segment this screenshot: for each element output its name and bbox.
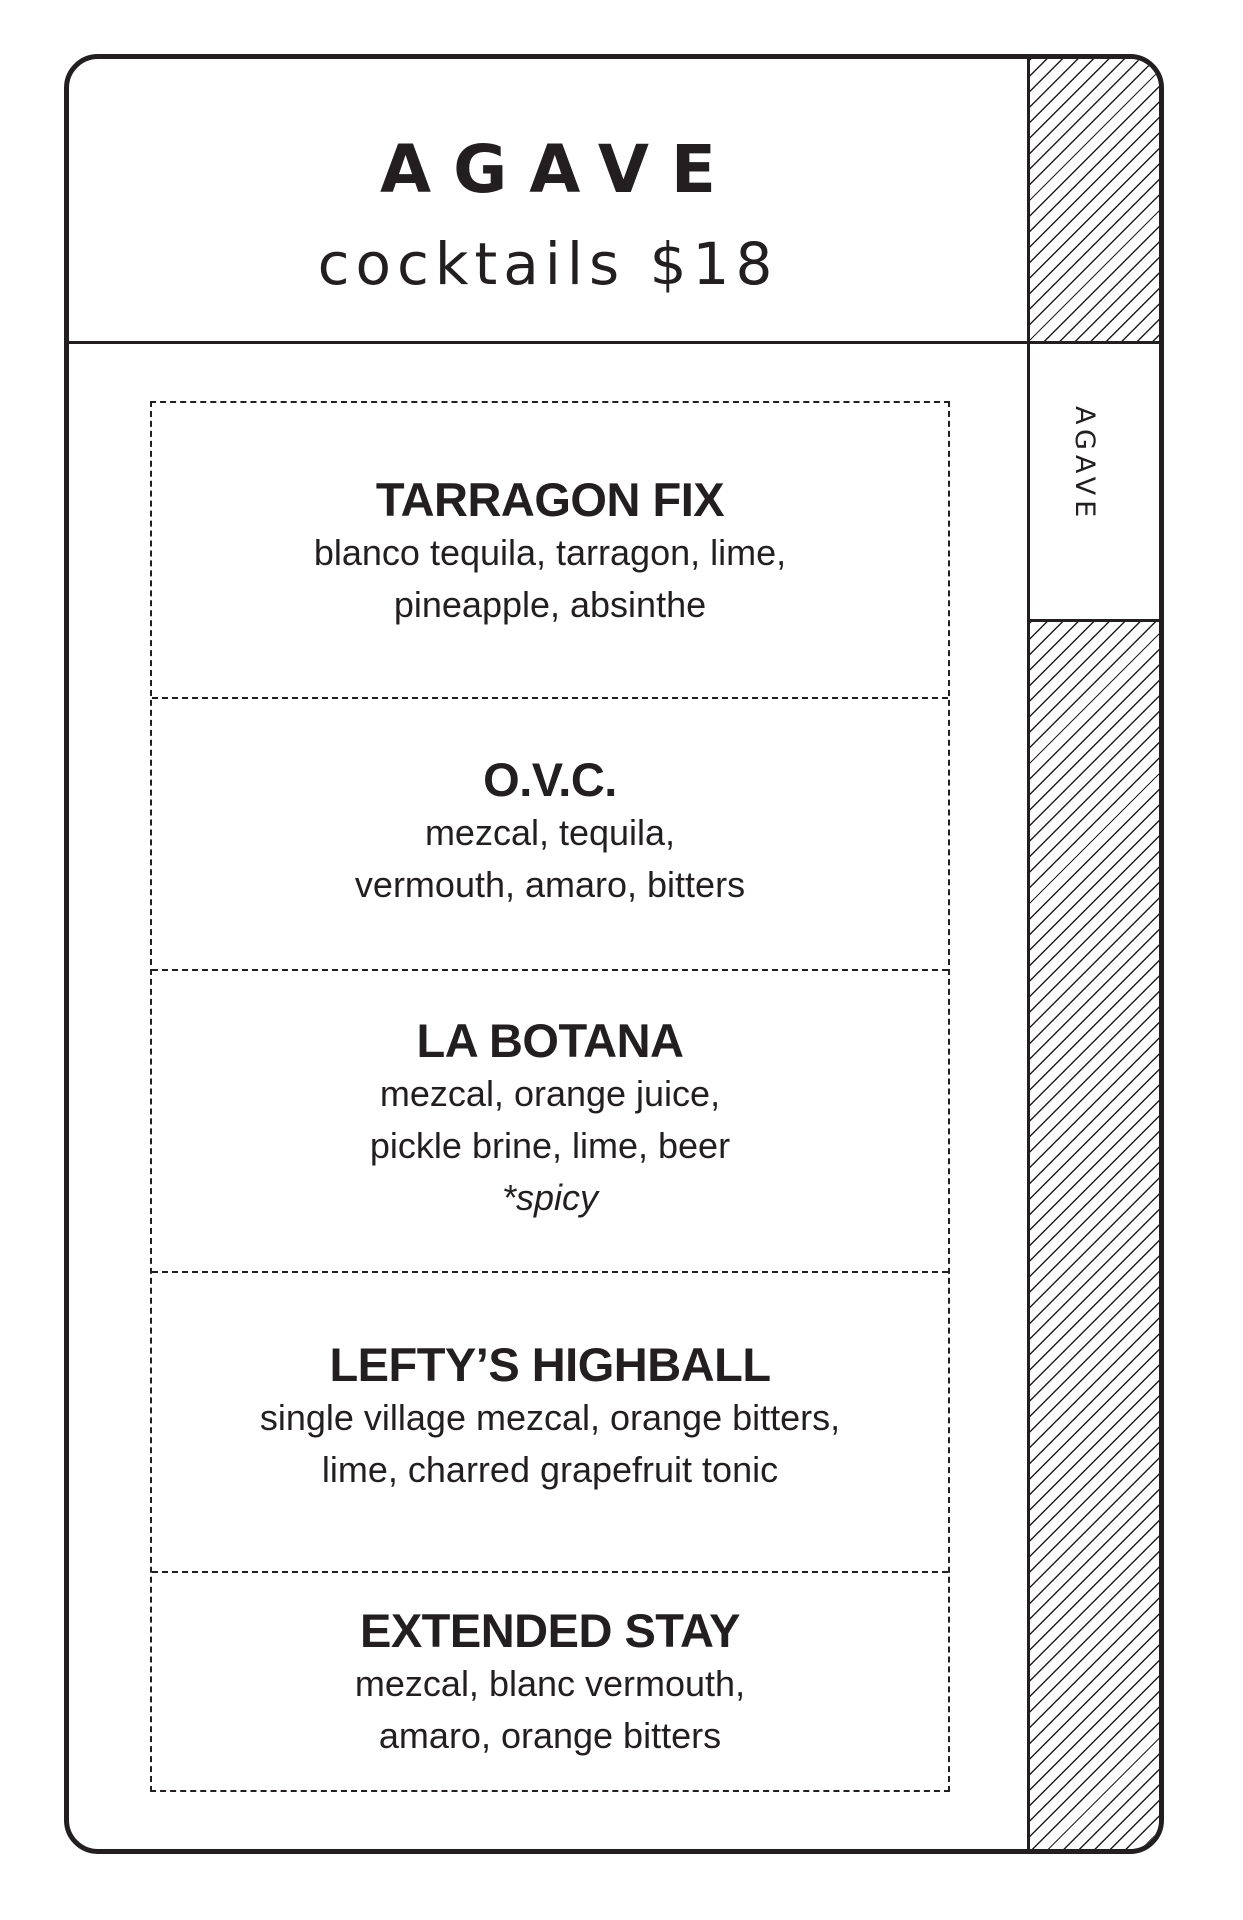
section-tab [1030, 344, 1164, 619]
cocktail-name: O.V.C. [483, 753, 617, 806]
cocktail-ingredients-line: lime, charred grapefruit tonic [321, 1449, 779, 1490]
hatched-panel-top [1030, 59, 1164, 344]
cocktail-item-la-botana [152, 969, 948, 1271]
section-tab-label: AGAVE [1069, 406, 1100, 523]
cocktail-note: *spicy [501, 1177, 599, 1218]
cocktail-ingredients-line: amaro, orange bitters [378, 1715, 722, 1756]
cocktail-name: TARRAGON FIX [375, 473, 725, 526]
section-sidebar [1027, 59, 1164, 1854]
cocktail-item-leftys-highball [152, 1271, 948, 1571]
menu-header [69, 59, 1027, 344]
hatched-panel-bottom [1030, 619, 1164, 1854]
cocktail-name: EXTENDED STAY [359, 1604, 741, 1657]
menu-card [64, 54, 1164, 1854]
cocktail-name: LA BOTANA [416, 1014, 684, 1067]
cocktail-list [150, 401, 950, 1792]
cocktail-ingredients-line: blanco tequila, tarragon, lime, [313, 532, 787, 573]
cocktail-ingredients-line: single village mezcal, orange bitters, [259, 1397, 841, 1438]
cocktail-item-tarragon-fix [152, 403, 948, 697]
cocktail-name: LEFTY’S HIGHBALL [329, 1338, 771, 1391]
cocktail-item-extended-stay [152, 1571, 948, 1792]
cocktail-ingredients-line: mezcal, orange juice, [379, 1073, 721, 1114]
cocktail-ingredients-line: vermouth, amaro, bitters [354, 864, 746, 905]
cocktail-ingredients-line: pickle brine, lime, beer [369, 1125, 731, 1166]
cocktail-ingredients-line: mezcal, blanc vermouth, [354, 1663, 746, 1704]
cocktail-ingredients-line: pineapple, absinthe [393, 584, 707, 625]
menu-subtitle: cocktails $18 [317, 230, 779, 298]
cocktail-item-ovc [152, 697, 948, 969]
cocktail-ingredients-line: mezcal, tequila, [424, 812, 676, 853]
menu-title: AGAVE [379, 131, 738, 208]
